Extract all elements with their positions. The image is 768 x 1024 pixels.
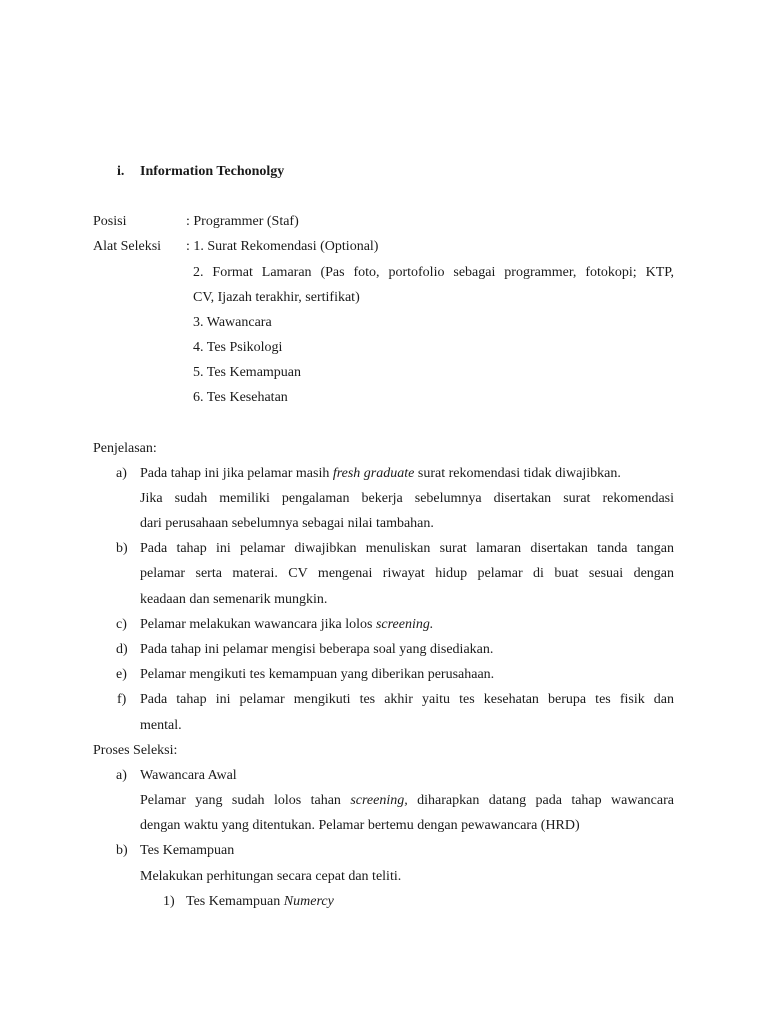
alat-seleksi-item: 5. Tes Kemampuan bbox=[193, 365, 302, 380]
list-item-text: Jika sudah memiliki pengalaman bekerja sebelumnya disertakan surat rekomendasi bbox=[140, 491, 674, 506]
list-marker: a) bbox=[116, 466, 127, 481]
list-marker: e) bbox=[116, 667, 127, 682]
list-item-text: dengan waktu yang ditentukan. Pelamar bertemu dengan pewawancara (HRD) bbox=[140, 818, 580, 833]
list-marker: f) bbox=[117, 692, 127, 707]
list-item-text: Pelamar mengikuti tes kemampuan yang diberikan perusahaan. bbox=[140, 667, 495, 682]
list-item-text: Pelamar melakukan wawancara jika lolos screening. bbox=[140, 617, 434, 632]
posisi-label: Posisi bbox=[93, 214, 127, 229]
list-marker: b) bbox=[116, 541, 128, 556]
list-item-text: Melakukan perhitungan secara cepat dan teliti. bbox=[140, 869, 402, 884]
penjelasan-heading: Penjelasan: bbox=[93, 441, 157, 456]
list-item-text: mental. bbox=[140, 718, 182, 733]
list-marker: 1) bbox=[163, 894, 175, 909]
alat-seleksi-item: 4. Tes Psikologi bbox=[193, 340, 283, 355]
list-marker: d) bbox=[116, 642, 128, 657]
list-item-text: keadaan dan semenarik mungkin. bbox=[140, 592, 328, 607]
list-item-text: Pelamar yang sudah lolos tahan screening, diharapkan datang pada tahap wawancara bbox=[140, 793, 674, 808]
list-marker: b) bbox=[116, 843, 128, 858]
alat-seleksi-item: 3. Wawancara bbox=[193, 315, 272, 330]
list-item-text: pelamar serta materai. CV mengenai riwayat hidup pelamar di buat sesuai dengan bbox=[140, 566, 674, 581]
list-item-text: Pada tahap ini jika pelamar masih fresh graduate surat rekomendasi tidak diwajibkan. bbox=[140, 466, 621, 481]
list-item-text: Pada tahap ini pelamar mengisi beberapa soal yang disediakan. bbox=[140, 642, 494, 657]
subsection-title: Tes Kemampuan bbox=[140, 843, 235, 858]
alat-seleksi-item: CV, Ijazah terakhir, sertifikat) bbox=[193, 290, 360, 305]
list-item-text: Tes Kemampuan Numercy bbox=[186, 894, 334, 909]
list-marker: a) bbox=[116, 768, 127, 783]
list-item-text: dari perusahaan sebelumnya sebagai nilai tambahan. bbox=[140, 516, 434, 531]
alat-seleksi-label: Alat Seleksi bbox=[93, 239, 162, 254]
section-title: Information Techonolgy bbox=[140, 164, 285, 179]
alat-seleksi-item: 6. Tes Kesehatan bbox=[193, 390, 288, 405]
list-marker: c) bbox=[116, 617, 127, 632]
alat-seleksi-item: 2. Format Lamaran (Pas foto, portofolio sebagai programmer, fotokopi; KTP, bbox=[193, 265, 674, 280]
section-number: i. bbox=[117, 164, 125, 179]
alat-seleksi-item: : 1. Surat Rekomendasi (Optional) bbox=[186, 239, 379, 254]
list-item-text: Pada tahap ini pelamar mengikuti tes akhir yaitu tes kesehatan berupa tes fisik dan bbox=[140, 692, 674, 707]
list-item-text: Pada tahap ini pelamar diwajibkan menuliskan surat lamaran disertakan tanda tangan bbox=[140, 541, 674, 556]
proses-seleksi-heading: Proses Seleksi: bbox=[93, 743, 178, 758]
posisi-value: : Programmer (Staf) bbox=[186, 214, 299, 229]
subsection-title: Wawancara Awal bbox=[140, 768, 237, 783]
